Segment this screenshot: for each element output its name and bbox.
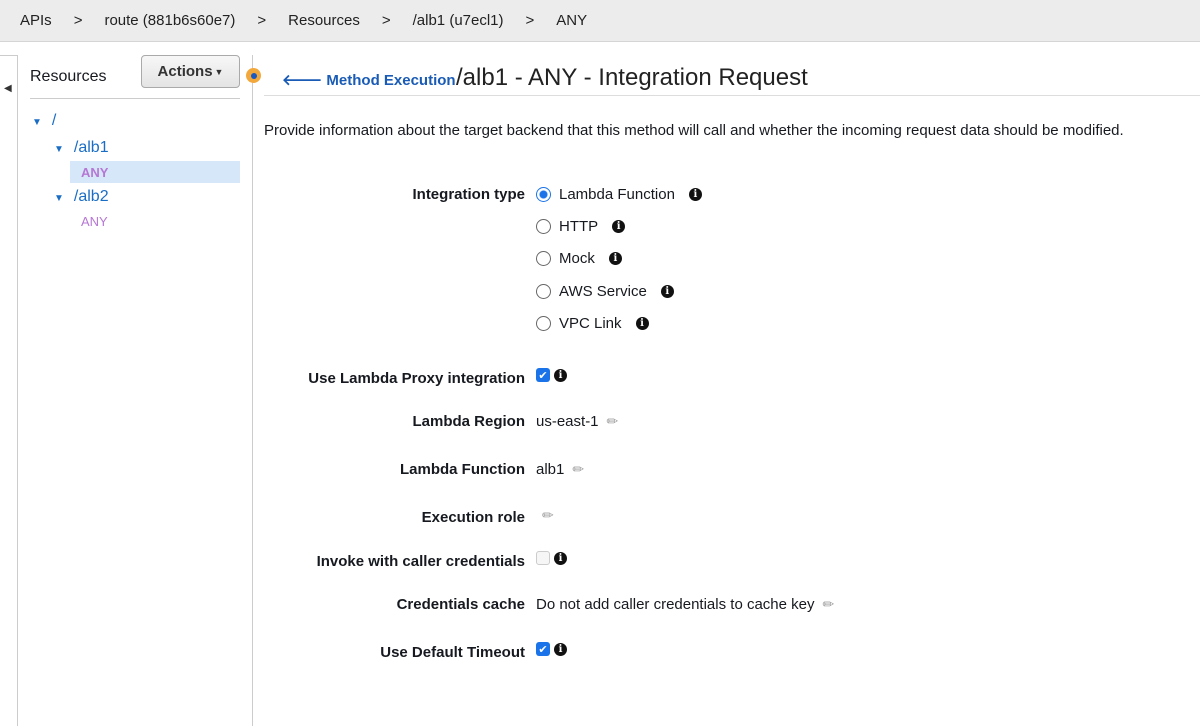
radio-label: VPC Link	[559, 315, 622, 332]
info-icon[interactable]: i	[612, 220, 625, 233]
cache-label: Credentials cache	[396, 596, 525, 613]
description: Provide information about the target backend that this method will call and whether the incoming request data should be modified.	[264, 122, 1124, 139]
function-value: alb1	[536, 461, 565, 478]
breadcrumb-separator: >	[525, 12, 535, 29]
invoke-label: Invoke with caller credentials	[316, 553, 525, 570]
radio-button[interactable]	[536, 187, 551, 202]
breadcrumb-method[interactable]: ANY	[556, 12, 588, 29]
info-icon[interactable]: i	[554, 369, 567, 382]
radio-label: HTTP	[559, 218, 599, 235]
tree-label: /alb1	[73, 139, 109, 156]
radio-button[interactable]	[536, 284, 551, 299]
divider	[264, 95, 1200, 96]
region-control	[536, 413, 618, 430]
tree-node-alb2[interactable]	[54, 188, 109, 206]
integration-type-label: Integration type	[412, 186, 525, 203]
pencil-icon[interactable]: ✏	[542, 507, 554, 523]
tree-label: /	[51, 112, 57, 129]
radio-button[interactable]	[536, 219, 551, 234]
role-control	[542, 507, 554, 524]
info-icon[interactable]: i	[689, 188, 702, 201]
proxy-label: Use Lambda Proxy integration	[308, 370, 525, 387]
divider	[30, 98, 240, 99]
tree-label: /alb2	[73, 188, 109, 205]
collapse-nav-icon[interactable]: ◀	[4, 83, 12, 94]
radio-label: AWS Service	[559, 283, 647, 300]
region-value: us-east-1	[536, 413, 599, 430]
radio-http[interactable]	[536, 218, 625, 235]
expand-caret-icon: ▼	[54, 193, 64, 204]
caret-down-icon: ▼	[214, 66, 224, 77]
pencil-icon[interactable]: ✏	[822, 596, 835, 612]
region-label: Lambda Region	[412, 413, 525, 430]
proxy-checkbox[interactable]: ✔	[536, 368, 550, 382]
expand-caret-icon: ▼	[54, 144, 64, 155]
radio-button[interactable]	[536, 316, 551, 331]
radio-aws-service[interactable]	[536, 283, 674, 300]
tree-method-alb2-any[interactable]: ANY	[81, 214, 108, 229]
proxy-control	[536, 368, 567, 382]
breadcrumb-api[interactable]: route (881b6s60e7)	[104, 12, 236, 29]
tree-node-alb1[interactable]	[54, 139, 109, 157]
actions-button[interactable]	[141, 55, 240, 88]
info-icon[interactable]: i	[636, 317, 649, 330]
radio-button[interactable]	[536, 251, 551, 266]
role-label: Execution role	[421, 509, 525, 526]
sidebar-resize-handle-icon[interactable]	[246, 68, 261, 83]
breadcrumb-separator: >	[73, 12, 83, 29]
invoke-checkbox[interactable]	[536, 551, 550, 565]
function-control	[536, 461, 584, 478]
arrow-left-icon: 🡐	[282, 72, 327, 89]
info-icon[interactable]: i	[609, 252, 622, 265]
breadcrumb-separator: >	[257, 12, 267, 29]
cache-control	[536, 596, 834, 613]
invoke-control	[536, 551, 567, 565]
info-icon[interactable]: i	[554, 643, 567, 656]
tree-node-root[interactable]	[32, 112, 56, 130]
radio-mock[interactable]	[536, 250, 622, 267]
info-icon[interactable]: i	[661, 285, 674, 298]
expand-caret-icon: ▼	[32, 117, 42, 128]
timeout-label: Use Default Timeout	[380, 644, 525, 661]
radio-vpc-link[interactable]	[536, 315, 649, 332]
timeout-checkbox[interactable]: ✔	[536, 642, 550, 656]
pencil-icon[interactable]: ✏	[572, 461, 585, 477]
resources-heading: Resources	[30, 68, 107, 85]
cache-value: Do not add caller credentials to cache key	[536, 596, 815, 613]
sidebar-divider[interactable]	[252, 55, 253, 726]
back-label: Method Execution	[326, 72, 456, 89]
info-icon[interactable]: i	[554, 552, 567, 565]
tree-method-alb1-any[interactable]: ANY	[81, 165, 109, 180]
radio-label: Mock	[559, 250, 595, 267]
actions-label: Actions	[157, 63, 213, 80]
function-label: Lambda Function	[400, 461, 525, 478]
breadcrumb-separator: >	[381, 12, 391, 29]
radio-lambda-function[interactable]	[536, 186, 702, 203]
page-title: /alb1 - ANY - Integration Request	[456, 64, 808, 91]
radio-label: Lambda Function	[559, 186, 675, 203]
breadcrumb-resource[interactable]: /alb1 (u7ecl1)	[412, 12, 504, 29]
method-execution-link[interactable]	[282, 70, 456, 89]
breadcrumb-resources[interactable]: Resources	[288, 12, 360, 29]
pencil-icon[interactable]: ✏	[606, 413, 619, 429]
timeout-control	[536, 642, 567, 656]
breadcrumb-apis[interactable]: APIs	[20, 12, 52, 29]
nav-panel-collapsed	[0, 55, 18, 726]
breadcrumb	[0, 0, 1200, 42]
